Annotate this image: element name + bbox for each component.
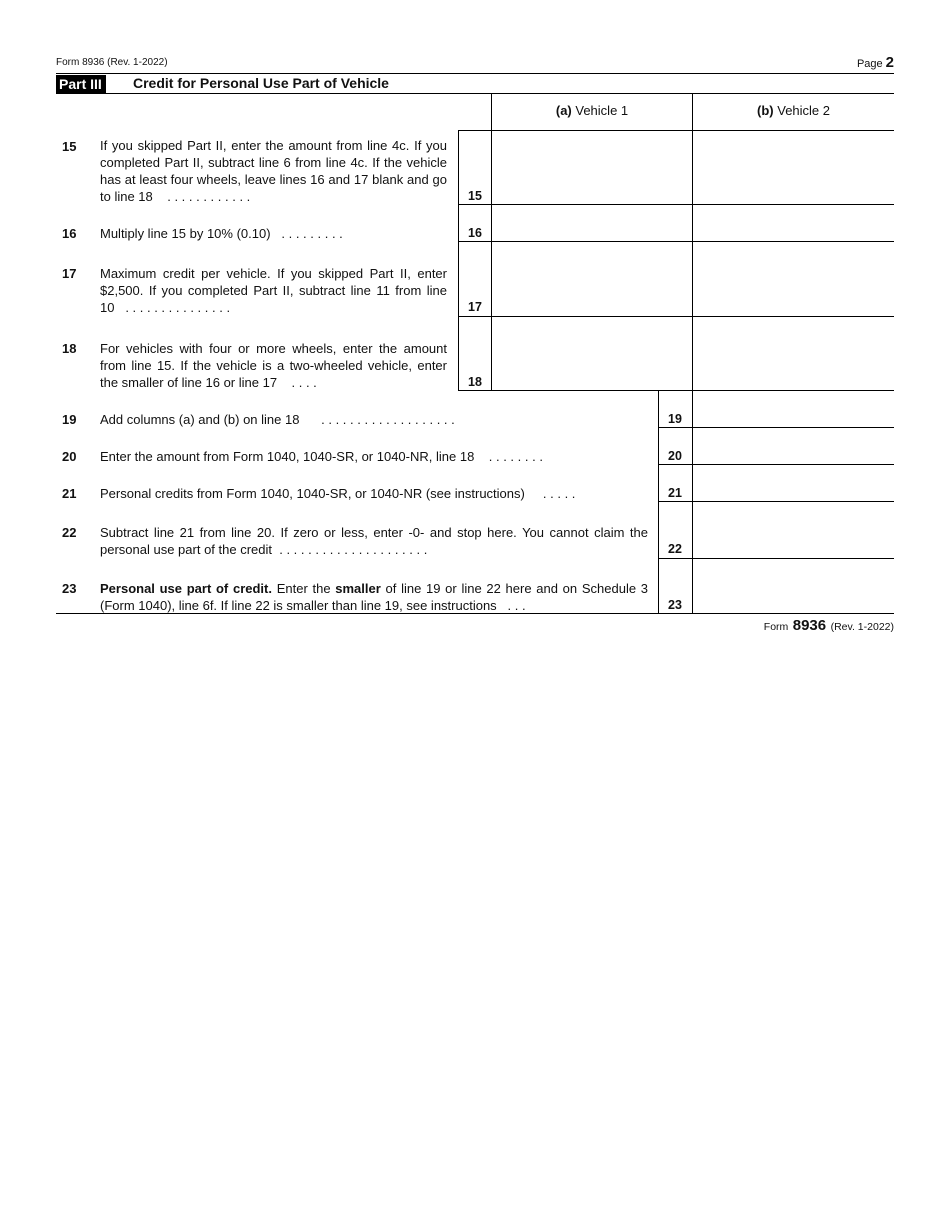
line-19-description [100, 411, 648, 428]
line-15-box-number: 15 [468, 189, 482, 203]
line-22-number: 22 [62, 525, 77, 540]
form-revision: Form 8936 (Rev. 1-2022) [56, 57, 168, 68]
column-a-label: Vehicle 1 [575, 103, 629, 118]
line-23-dots: . . . [507, 598, 526, 613]
line-19-dots: . . . . . . . . . . . . . . . . . . . [321, 412, 455, 427]
line-20-text: Enter the amount from Form 1040, 1040-SR, or 1040-NR, line 18 [100, 449, 475, 464]
line-20-input[interactable] [693, 428, 894, 464]
line-15-description [100, 137, 447, 205]
column-a-header [492, 103, 692, 118]
line-23-text-b: of line 19 or line 22 here and on Schedule 3 (Form 1040), line 6f. If line 22 is smaller than line 19, see instructions [100, 581, 648, 613]
line-17-dots: . . . . . . . . . . . . . . . [125, 300, 231, 315]
form-bottom-rule [56, 613, 894, 614]
form-footer [764, 617, 894, 635]
linebox-left-border [458, 130, 459, 391]
line-21-dots: . . . . . [542, 486, 576, 501]
line-21-input[interactable] [693, 465, 894, 501]
linebox-lower-left-border [658, 391, 659, 614]
column-a-letter: (a) [555, 103, 572, 118]
line-23-input[interactable] [693, 559, 894, 613]
line-18-number: 18 [62, 341, 77, 356]
line-22-description [100, 524, 648, 558]
line-16-vehicle-1-input[interactable] [492, 205, 692, 241]
line-18-description [100, 340, 447, 391]
line-22-text: Subtract line 21 from line 20. If zero or less, enter -0- and stop here. You cannot claim the personal use part of the credit [100, 525, 648, 557]
line-19-text: Add columns (a) and (b) on line 18 [100, 412, 300, 427]
line-19-number: 19 [62, 412, 77, 427]
line-20-dots: . . . . . . . . [488, 449, 543, 464]
line-15-number: 15 [62, 139, 77, 154]
line-18-dots: . . . . [291, 375, 317, 390]
line-19-box-number: 19 [668, 412, 682, 426]
line-16-vehicle-2-input[interactable] [693, 205, 894, 241]
line-15-vehicle-1-input[interactable] [492, 131, 692, 204]
footer-form-word: Form [763, 621, 789, 633]
column-b-label: Vehicle 2 [777, 103, 830, 118]
page-label: Page [856, 58, 883, 70]
footer-revision: (Rev. 1-2022) [830, 621, 894, 633]
page-indicator [857, 54, 894, 72]
footer-form-number: 8936 [792, 617, 827, 634]
line-20-box-number: 20 [668, 449, 682, 463]
line-15-vehicle-2-input[interactable] [693, 131, 894, 204]
line-23-text-a: Enter the [272, 581, 336, 596]
line-23-description [100, 580, 648, 614]
line-18-box-number: 18 [468, 375, 482, 389]
page-number: 2 [885, 54, 894, 71]
line-15-dots: . . . . . . . . . . . . [167, 189, 251, 204]
line-18-text: For vehicles with four or more wheels, enter the amount from line 15. If the vehicle is a two-wheeled vehicle, enter the smaller of line 16 or line 17 [100, 341, 447, 390]
line-15-text: If you skipped Part II, enter the amount from line 4c. If you completed Part II, subtract line 6 from line 4c. If the vehicle has at least four wheels, leave lines 16 and 17 blank and go to line 18 [100, 138, 447, 204]
line-21-number: 21 [62, 486, 77, 501]
line-18-vehicle-2-input[interactable] [693, 317, 894, 390]
line-22-box-number: 22 [668, 542, 682, 556]
line-17-number: 17 [62, 266, 77, 281]
line-23-number: 23 [62, 581, 77, 596]
line-17-vehicle-1-input[interactable] [492, 242, 692, 315]
line-22-input[interactable] [693, 502, 894, 557]
line-16-box-number: 16 [468, 226, 482, 240]
line-17-description [100, 265, 447, 316]
line-18-vehicle-1-input[interactable] [492, 317, 692, 390]
line-17-text: Maximum credit per vehicle. If you skipped Part II, enter $2,500. If you completed Part II, subtract line 11 from line 10 [100, 266, 447, 315]
line-21-description [100, 485, 648, 502]
line-16-text: Multiply line 15 by 10% (0.10) [100, 226, 271, 241]
part-bottom-rule [56, 93, 894, 94]
line-20-number: 20 [62, 449, 77, 464]
line-16-dots: . . . . . . . . . [281, 226, 343, 241]
line-16-description [100, 225, 447, 242]
line-16-number: 16 [62, 226, 77, 241]
column-b-header [693, 103, 894, 118]
part-title: Credit for Personal Use Part of Vehicle [133, 75, 389, 91]
part-top-rule [56, 73, 894, 74]
line-17-vehicle-2-input[interactable] [693, 242, 894, 315]
line-21-text: Personal credits from Form 1040, 1040-SR, or 1040-NR (see instructions) [100, 486, 525, 501]
column-b-letter: (b) [757, 103, 774, 118]
line-17-box-number: 17 [468, 300, 482, 314]
line-23-box-number: 23 [668, 598, 682, 612]
part-badge: Part III [56, 75, 106, 93]
line-22-dots: . . . . . . . . . . . . . . . . . . . . . [279, 542, 428, 557]
line-23-bold-smaller: smaller [335, 581, 381, 596]
line-20-description [100, 448, 648, 465]
line-23-bold-heading: Personal use part of credit. [100, 581, 272, 596]
line-21-box-number: 21 [668, 486, 682, 500]
line-19-total-input[interactable] [693, 391, 894, 427]
